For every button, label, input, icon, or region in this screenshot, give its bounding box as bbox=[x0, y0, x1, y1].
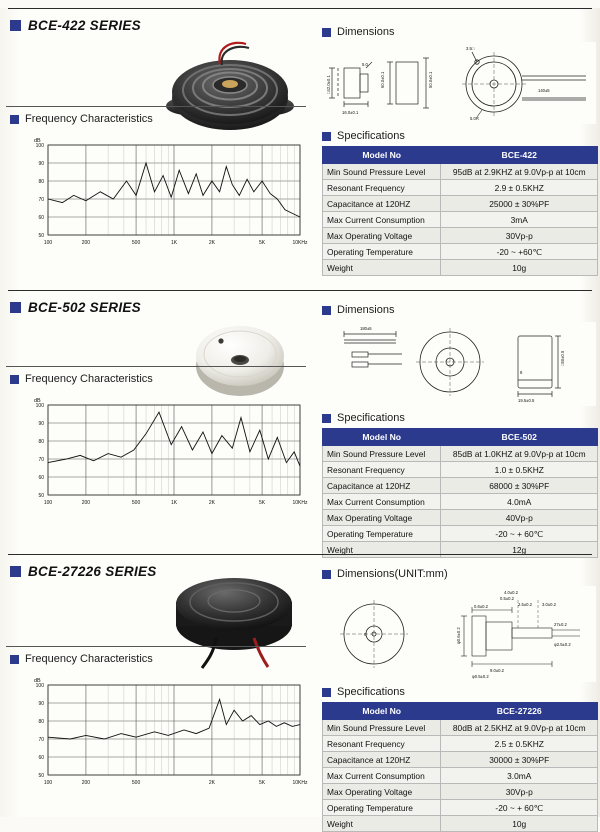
svg-text:100: 100 bbox=[35, 403, 44, 409]
series-title-text: BCE-502 SERIES bbox=[28, 300, 141, 315]
bullet-square-icon bbox=[10, 566, 21, 577]
table-row bbox=[323, 768, 598, 784]
col-header-model: Model No bbox=[323, 703, 441, 720]
table-row bbox=[323, 164, 598, 180]
table-row bbox=[323, 800, 598, 816]
chart-svg bbox=[18, 131, 308, 261]
right-col-2 bbox=[318, 304, 600, 558]
table-header-row bbox=[323, 703, 598, 720]
catalog-page bbox=[0, 8, 600, 829]
divider bbox=[6, 366, 306, 367]
svg-text:dB: dB bbox=[34, 398, 41, 404]
freq-heading-text: Frequency Characteristics bbox=[25, 373, 153, 385]
dimension-drawing-1 bbox=[322, 42, 596, 124]
svg-text:5K: 5K bbox=[259, 240, 266, 246]
row-value: 30Vp-p bbox=[441, 228, 598, 244]
freq-heading-text: Frequency Characteristics bbox=[25, 113, 153, 125]
svg-text:2K: 2K bbox=[208, 780, 215, 786]
freq-heading-3 bbox=[0, 653, 318, 665]
row-value: 85dB at 1.0KHZ at 9.0Vp-p at 10cm bbox=[441, 446, 598, 462]
svg-text:90: 90 bbox=[38, 161, 44, 167]
svg-text:□50±0.5: □50±0.5 bbox=[560, 350, 565, 366]
svg-text:100: 100 bbox=[43, 780, 53, 786]
bullet-square-icon bbox=[322, 132, 331, 141]
row-value: -20 ~ +60℃ bbox=[441, 244, 598, 260]
divider bbox=[6, 646, 306, 647]
dimensions-heading-text: Dimensions bbox=[337, 304, 395, 316]
svg-text:50: 50 bbox=[38, 493, 44, 499]
table-row bbox=[323, 720, 598, 736]
svg-text:5.0R: 5.0R bbox=[470, 116, 479, 121]
col-header-value: BCE-502 bbox=[441, 429, 598, 446]
freq-block-3 bbox=[0, 646, 318, 801]
row-value: 12g bbox=[441, 542, 598, 558]
svg-text:□42.0±0.1: □42.0±0.1 bbox=[326, 75, 331, 94]
spec-heading-text: Specifications bbox=[337, 686, 405, 698]
svg-text:100: 100 bbox=[35, 683, 44, 689]
svg-text:100: 100 bbox=[43, 500, 53, 506]
row-label: Capacitance at 120HZ bbox=[323, 752, 441, 768]
row-label: Min Sound Pressure Level bbox=[323, 446, 441, 462]
row-label: Max Current Consumption bbox=[323, 768, 441, 784]
svg-text:0.6±0.2: 0.6±0.2 bbox=[474, 604, 488, 609]
row-value: 30Vp-p bbox=[441, 784, 598, 800]
row-value: 10g bbox=[441, 816, 598, 832]
svg-text:60: 60 bbox=[38, 475, 44, 481]
row-label: Resonant Frequency bbox=[323, 736, 441, 752]
spec-heading-text: Specifications bbox=[337, 130, 405, 142]
svg-text:0: 0 bbox=[364, 632, 367, 637]
svg-text:φ2.5±0.2: φ2.5±0.2 bbox=[554, 642, 571, 647]
svg-text:φ0.6±0.2: φ0.6±0.2 bbox=[456, 627, 461, 644]
frequency-chart-1 bbox=[18, 131, 318, 261]
row-label: Capacitance at 120HZ bbox=[323, 196, 441, 212]
spec-table-3 bbox=[322, 702, 598, 832]
svg-text:80: 80 bbox=[38, 179, 44, 185]
row-value: 4.0mA bbox=[441, 494, 598, 510]
freq-block-1 bbox=[0, 106, 318, 261]
divider bbox=[8, 8, 592, 9]
section-bce-422 bbox=[0, 8, 600, 286]
svg-text:2K: 2K bbox=[208, 500, 215, 506]
row-label: Max Operating Voltage bbox=[323, 228, 441, 244]
series-title-text: BCE-27226 SERIES bbox=[28, 564, 157, 579]
svg-text:0.5±0.2: 0.5±0.2 bbox=[500, 596, 514, 601]
svg-text:16.0±0.1: 16.0±0.1 bbox=[342, 110, 359, 115]
chart-svg bbox=[18, 671, 308, 801]
svg-text:3.0±0.2: 3.0±0.2 bbox=[542, 602, 556, 607]
table-row bbox=[323, 212, 598, 228]
row-value: 10g bbox=[441, 260, 598, 276]
dimensions-heading-3 bbox=[318, 568, 600, 580]
table-row bbox=[323, 462, 598, 478]
freq-block-2 bbox=[0, 366, 318, 521]
svg-text:70: 70 bbox=[38, 457, 44, 463]
row-label: Weight bbox=[323, 816, 441, 832]
svg-text:19.5±0.5: 19.5±0.5 bbox=[518, 398, 535, 403]
table-header-row bbox=[323, 429, 598, 446]
svg-text:500: 500 bbox=[131, 500, 141, 506]
spec-heading-3 bbox=[318, 686, 600, 698]
bullet-square-icon bbox=[10, 20, 21, 31]
row-label: Max Operating Voltage bbox=[323, 510, 441, 526]
svg-text:8: 8 bbox=[520, 370, 523, 375]
svg-text:90: 90 bbox=[38, 421, 44, 427]
section-bce-502 bbox=[0, 290, 600, 555]
row-label: Capacitance at 120HZ bbox=[323, 478, 441, 494]
svg-text:60: 60 bbox=[38, 215, 44, 221]
table-row bbox=[323, 244, 598, 260]
frequency-chart-2 bbox=[18, 391, 318, 521]
bullet-square-icon bbox=[322, 28, 331, 37]
dimension-drawing-3 bbox=[322, 586, 596, 682]
dimensions-heading-text: Dimensions bbox=[337, 26, 395, 38]
bullet-square-icon bbox=[10, 115, 19, 124]
row-label: Operating Temperature bbox=[323, 526, 441, 542]
section-bce-27226 bbox=[0, 554, 600, 829]
row-value: 2.5 ± 0.5KHZ bbox=[441, 736, 598, 752]
svg-text:50: 50 bbox=[38, 233, 44, 239]
bullet-square-icon bbox=[322, 688, 331, 697]
svg-text:φ0.5±0.2: φ0.5±0.2 bbox=[472, 674, 489, 679]
svg-text:50: 50 bbox=[38, 773, 44, 779]
freq-heading-2 bbox=[0, 373, 318, 385]
right-col-3 bbox=[318, 568, 600, 832]
svg-text:500: 500 bbox=[131, 780, 141, 786]
bullet-square-icon bbox=[10, 375, 19, 384]
svg-text:50.0±0.1: 50.0±0.1 bbox=[428, 71, 433, 88]
svg-text:4.0±0.2: 4.0±0.2 bbox=[504, 590, 518, 595]
frequency-chart-3 bbox=[18, 671, 318, 801]
table-row bbox=[323, 526, 598, 542]
freq-heading-1 bbox=[0, 113, 318, 125]
row-value: -20 ~ + 60℃ bbox=[441, 800, 598, 816]
table-row bbox=[323, 228, 598, 244]
series-title-text: BCE-422 SERIES bbox=[28, 18, 141, 33]
svg-text:70: 70 bbox=[38, 197, 44, 203]
row-label: Min Sound Pressure Level bbox=[323, 164, 441, 180]
dimension-drawing-2 bbox=[322, 322, 596, 406]
svg-text:60: 60 bbox=[38, 755, 44, 761]
svg-text:200: 200 bbox=[81, 780, 91, 786]
svg-text:10KHz: 10KHz bbox=[292, 500, 308, 506]
col-header-value: BCE-422 bbox=[441, 147, 598, 164]
svg-text:5.0: 5.0 bbox=[362, 62, 368, 67]
svg-text:70: 70 bbox=[38, 737, 44, 743]
divider bbox=[8, 290, 592, 291]
row-value: 80dB at 2.5KHZ at 9.0Vp-p at 10cm bbox=[441, 720, 598, 736]
svg-text:80: 80 bbox=[38, 439, 44, 445]
svg-text:2.5±0.2: 2.5±0.2 bbox=[518, 602, 532, 607]
col-header-model: Model No bbox=[323, 147, 441, 164]
row-label: Resonant Frequency bbox=[323, 180, 441, 196]
svg-text:9.0±0.2: 9.0±0.2 bbox=[490, 668, 504, 673]
spec-heading-2 bbox=[318, 412, 600, 424]
table-header-row bbox=[323, 147, 598, 164]
table-row bbox=[323, 752, 598, 768]
col-header-model: Model No bbox=[323, 429, 441, 446]
svg-text:dB: dB bbox=[34, 138, 41, 144]
row-value: 30000 ± 30%PF bbox=[441, 752, 598, 768]
table-row bbox=[323, 784, 598, 800]
svg-text:60.0±0.1: 60.0±0.1 bbox=[380, 71, 385, 88]
row-label: Max Operating Voltage bbox=[323, 784, 441, 800]
svg-text:80: 80 bbox=[38, 719, 44, 725]
spec-table-1 bbox=[322, 146, 598, 276]
dimensions-heading-text: Dimensions(UNIT:mm) bbox=[337, 568, 448, 580]
chart-svg bbox=[18, 391, 308, 521]
bullet-square-icon bbox=[322, 306, 331, 315]
svg-text:100: 100 bbox=[35, 143, 44, 149]
svg-text:27±0.2: 27±0.2 bbox=[554, 622, 567, 627]
row-value: 3.0mA bbox=[441, 768, 598, 784]
row-value: 2.9 ± 0.5KHZ bbox=[441, 180, 598, 196]
spec-table-2 bbox=[322, 428, 598, 558]
svg-text:500: 500 bbox=[131, 240, 141, 246]
row-value: 95dB at 2.9KHZ at 9.0Vp-p at 10cm bbox=[441, 164, 598, 180]
row-value: -20 ~ + 60℃ bbox=[441, 526, 598, 542]
dimensions-heading-1 bbox=[318, 26, 600, 38]
bullet-square-icon bbox=[322, 570, 331, 579]
row-label: Weight bbox=[323, 542, 441, 558]
table-row bbox=[323, 180, 598, 196]
table-row bbox=[323, 510, 598, 526]
table-row bbox=[323, 446, 598, 462]
row-label: Operating Temperature bbox=[323, 800, 441, 816]
svg-text:3.5□: 3.5□ bbox=[466, 46, 475, 51]
row-label: Max Current Consumption bbox=[323, 494, 441, 510]
bullet-square-icon bbox=[10, 655, 19, 664]
svg-text:100: 100 bbox=[43, 240, 53, 246]
row-value: 40Vp-p bbox=[441, 510, 598, 526]
svg-text:200: 200 bbox=[81, 500, 91, 506]
table-row bbox=[323, 494, 598, 510]
spec-heading-1 bbox=[318, 130, 600, 142]
row-value: 3mA bbox=[441, 212, 598, 228]
svg-text:90: 90 bbox=[38, 701, 44, 707]
row-label: Operating Temperature bbox=[323, 244, 441, 260]
right-col-1 bbox=[318, 26, 600, 276]
svg-text:10KHz: 10KHz bbox=[292, 780, 308, 786]
row-value: 68000 ± 30%PF bbox=[441, 478, 598, 494]
table-row bbox=[323, 260, 598, 276]
table-row bbox=[323, 736, 598, 752]
table-row bbox=[323, 196, 598, 212]
dimensions-heading-2 bbox=[318, 304, 600, 316]
table-row bbox=[323, 816, 598, 832]
row-label: Resonant Frequency bbox=[323, 462, 441, 478]
svg-text:1K: 1K bbox=[170, 500, 178, 506]
row-value: 25000 ± 30%PF bbox=[441, 196, 598, 212]
row-label: Weight bbox=[323, 260, 441, 276]
divider bbox=[6, 106, 306, 107]
bullet-square-icon bbox=[322, 414, 331, 423]
svg-text:2K: 2K bbox=[208, 240, 215, 246]
svg-text:10KHz: 10KHz bbox=[292, 240, 308, 246]
svg-text:180±5: 180±5 bbox=[360, 326, 372, 331]
divider bbox=[8, 554, 592, 555]
svg-text:5K: 5K bbox=[259, 500, 266, 506]
svg-text:1K: 1K bbox=[170, 240, 178, 246]
table-row bbox=[323, 478, 598, 494]
row-label: Min Sound Pressure Level bbox=[323, 720, 441, 736]
row-value: 1.0 ± 0.5KHZ bbox=[441, 462, 598, 478]
row-label: Max Current Consumption bbox=[323, 212, 441, 228]
bullet-square-icon bbox=[10, 302, 21, 313]
svg-text:200: 200 bbox=[81, 240, 91, 246]
spec-heading-text: Specifications bbox=[337, 412, 405, 424]
svg-text:140±5: 140±5 bbox=[538, 88, 550, 93]
freq-heading-text: Frequency Characteristics bbox=[25, 653, 153, 665]
col-header-value: BCE-27226 bbox=[441, 703, 598, 720]
svg-text:5K: 5K bbox=[259, 780, 266, 786]
svg-text:dB: dB bbox=[34, 678, 41, 684]
